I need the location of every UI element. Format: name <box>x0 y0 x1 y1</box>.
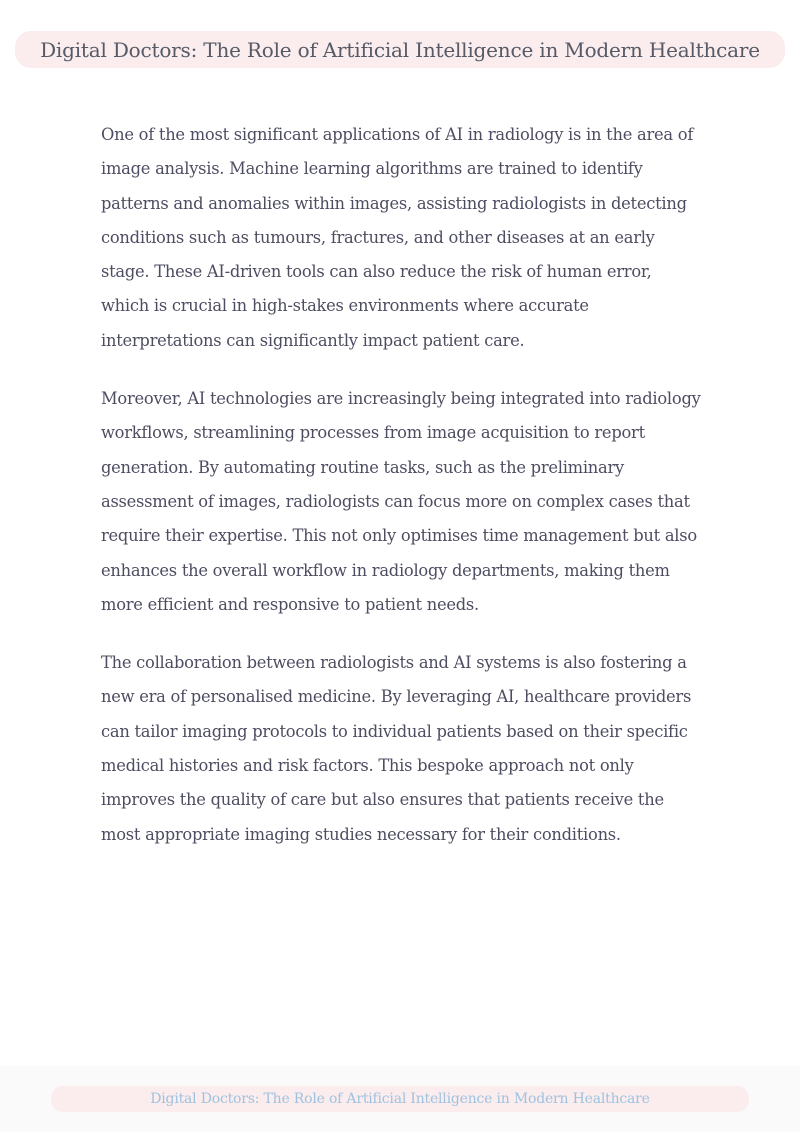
article-paragraph: The collaboration between radiologists and AI systems is also fostering a new era of personalised medicine. By leveraging AI, healthcare providers can tailor imaging protocols to individual patients based on their specific medical histories and risk factors. This bespoke approach not only improves the quality of care but also ensures that patients receive the most appropriate imaging studies necessary for their conditions. <box>101 653 692 844</box>
page-header <box>15 31 785 68</box>
footer-banner <box>51 1086 749 1112</box>
article-paragraph: One of the most significant applications of AI in radiology is in the area of image analysis. Machine learning algorithms are trained to identify patterns and anomalies within images, assisting radiologists in detecting conditions such as tumours, fractures, and other diseases at an early stage. These AI-driven tools can also reduce the risk of human error, which is crucial in high-stakes environments where accurate interpretations can significantly impact patient care. <box>101 125 694 350</box>
article-paragraph: Moreover, AI technologies are increasingly being integrated into radiology workflows, streamlining processes from image acquisition to report generation. By automating routine tasks, such as the preliminary assessment of images, radiologists can focus more on complex cases that require their expertise. This not only optimises time management but also enhances the overall workflow in radiology departments, making them more efficient and responsive to patient needs. <box>101 389 701 614</box>
page-title: Digital Doctors: The Role of Artificial Intelligence in Modern Healthcare <box>40 37 760 62</box>
footer-title: Digital Doctors: The Role of Artificial Intelligence in Modern Healthcare <box>150 1091 650 1107</box>
article-body <box>101 118 701 876</box>
